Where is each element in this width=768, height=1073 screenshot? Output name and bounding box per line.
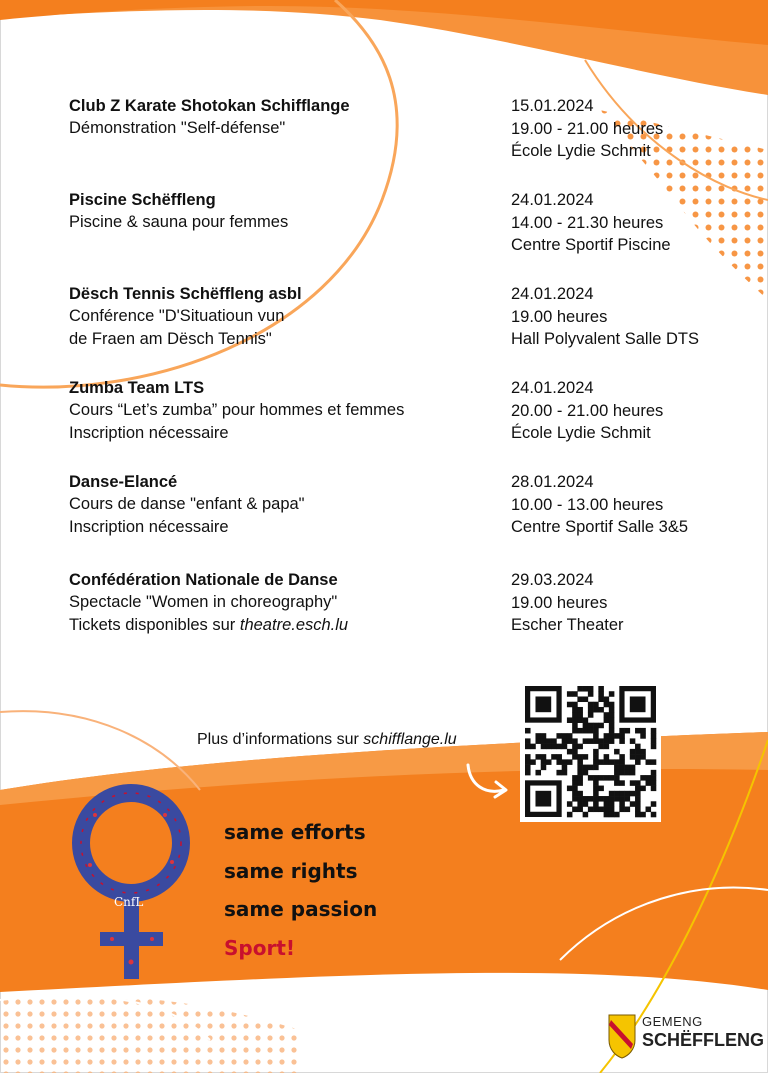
event-detail: Piscine & sauna pour femmes (69, 213, 289, 231)
event-date: 24.01.2024 (511, 191, 594, 209)
coat-of-arms-icon (609, 1015, 635, 1058)
event-tickets (69, 614, 489, 637)
event-detail: Cours “Let’s zumba” pour hommes et femmes (69, 401, 405, 419)
slogans (224, 813, 377, 967)
qr-code-icon[interactable] (520, 681, 661, 822)
tickets-link[interactable]: theatre.esch.lu (239, 615, 349, 634)
event-detail: Inscription nécessaire (69, 423, 229, 442)
event-organizer: Confédération Nationale de Danse (69, 571, 338, 589)
event-detail: de Fraen am Dësch Tennis" (69, 329, 272, 348)
event-date: 29.03.2024 (511, 571, 594, 589)
emblem-label: CnfL (114, 895, 144, 909)
event-organizer: Danse-Elancé (69, 473, 178, 491)
event-organizer: Club Z Karate Shotokan Schifflange (69, 97, 350, 115)
slogan-efforts: same efforts (224, 820, 366, 844)
event-detail: Inscription nécessaire (69, 517, 229, 536)
event-place: École Lydie Schmit (511, 142, 651, 160)
event-date: 15.01.2024 (511, 97, 594, 115)
event-organizer: Dësch Tennis Schëffleng asbl (69, 285, 302, 303)
event-detail: Démonstration "Self-défense" (69, 119, 286, 137)
event-time: 19.00 - 21.00 heures (511, 119, 664, 138)
more-info (197, 731, 457, 749)
event-time: 10.00 - 13.00 heures (511, 495, 664, 514)
municipality-line1: GEMENG (642, 1014, 703, 1029)
more-info-link[interactable]: schifflange.lu (363, 731, 457, 748)
event-time: 19.00 heures (511, 593, 608, 612)
event-organizer: Piscine Schëffleng (69, 191, 216, 209)
event-time: 19.00 heures (511, 307, 608, 326)
municipality-logo (642, 1015, 764, 1049)
event-time: 14.00 - 21.30 heures (511, 213, 664, 232)
event-detail: Cours de danse "enfant & papa" (69, 495, 305, 513)
slogan-passion: same passion (224, 897, 378, 921)
tickets-prefix: Tickets disponibles sur (69, 615, 240, 634)
event-organizer: Zumba Team LTS (69, 379, 205, 397)
event-place: École Lydie Schmit (511, 424, 651, 442)
event-place: Centre Sportif Salle 3&5 (511, 518, 689, 536)
slogan-rights: same rights (224, 858, 358, 883)
event-time: 20.00 - 21.00 heures (511, 401, 664, 420)
event-date: 28.01.2024 (511, 473, 594, 491)
event-place: Hall Polyvalent Salle DTS (511, 330, 699, 348)
slogan-sport: Sport! (224, 935, 296, 960)
event-place: Centre Sportif Piscine (511, 236, 671, 254)
municipality-line2: SCHËFFLENG (642, 1030, 765, 1050)
event-detail: Conférence "D'Situatioun vun (69, 307, 285, 325)
more-info-prefix: Plus d’informations sur (197, 731, 364, 748)
event-place: Escher Theater (511, 616, 624, 634)
event-detail: Spectacle "Women in choreography" (69, 593, 338, 611)
event-date: 24.01.2024 (511, 379, 594, 397)
event-date: 24.01.2024 (511, 285, 594, 303)
